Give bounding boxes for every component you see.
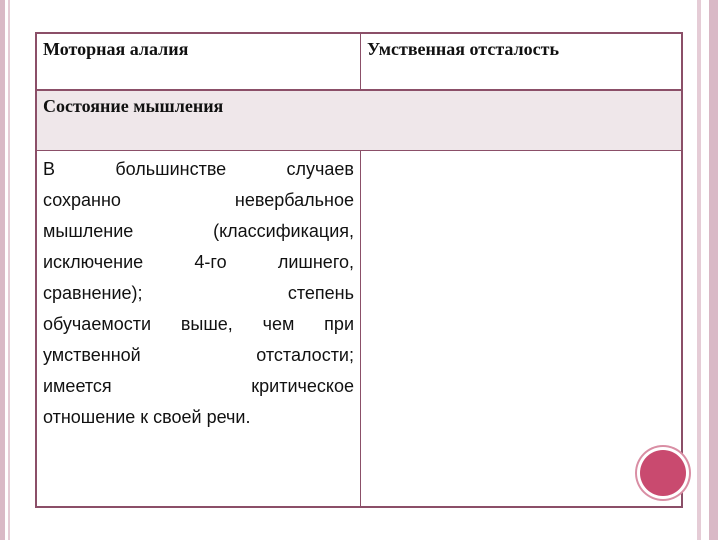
motor-alalia-thinking-cell [37, 151, 361, 508]
section-title-thinking: Состояние мышления [37, 91, 681, 151]
accent-circle [640, 450, 686, 496]
text-line: исключение 4-го лишнего, [43, 252, 354, 272]
comparison-table [35, 32, 683, 508]
text-line: В большинстве случаев [43, 159, 354, 179]
text-line: обучаемости выше, чем при [43, 314, 354, 334]
header-mental-retardation: Умственная отсталость [361, 34, 683, 91]
frame-left-inner [8, 0, 10, 540]
text-line: сравнение); степень [43, 283, 354, 303]
mental-retardation-thinking-cell [361, 151, 683, 508]
motor-alalia-thinking-text [43, 154, 354, 433]
frame-right-outer [709, 0, 718, 540]
header-motor-alalia: Моторная алалия [37, 34, 361, 91]
text-line: отношение к своей речи. [43, 407, 251, 427]
text-line: сохранно невербальное [43, 190, 354, 210]
text-line: имеется критическое [43, 376, 354, 396]
frame-right-inner [697, 0, 701, 540]
text-line: мышление (классификация, [43, 221, 354, 241]
frame-left-outer [0, 0, 5, 540]
text-line: умственной отсталости; [43, 345, 354, 365]
